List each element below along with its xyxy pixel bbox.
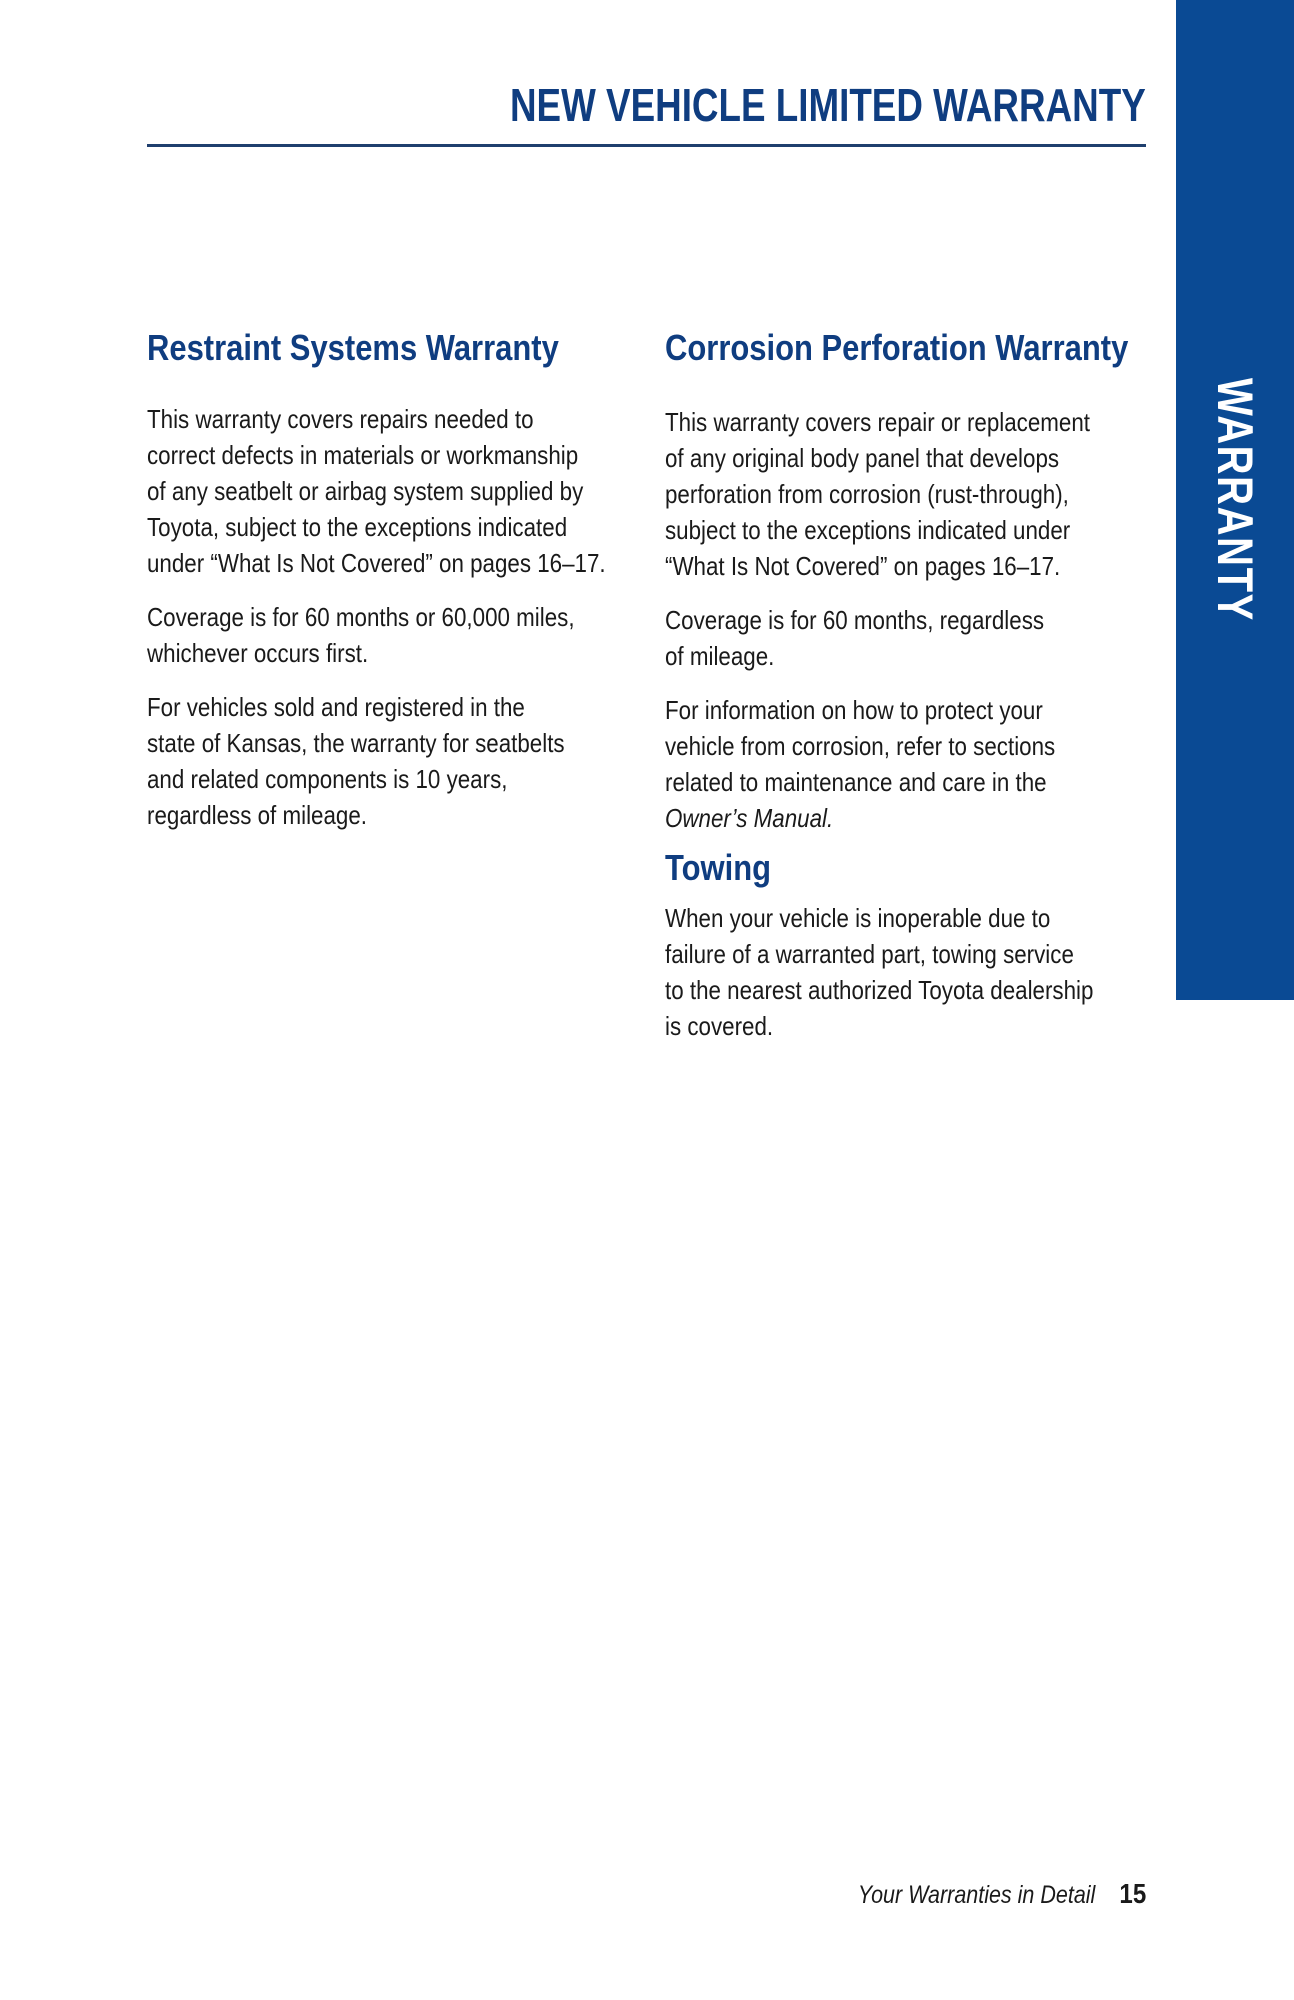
- title-divider: [147, 144, 1146, 147]
- restraint-paragraph-1: [147, 401, 606, 581]
- text-line: subject to the exceptions indicated under: [665, 515, 1071, 545]
- text-line: This warranty covers repairs needed to: [147, 404, 534, 434]
- corrosion-heading: Corrosion Perforation Warranty: [665, 327, 1129, 368]
- text-line: related to maintenance and care in the: [665, 767, 1047, 797]
- text-line: whichever occurs first.: [147, 638, 369, 668]
- page-title: NEW VEHICLE LIMITED WARRANTY: [510, 79, 1146, 131]
- text-line: Coverage is for 60 months or 60,000 miles,: [147, 602, 575, 632]
- text-line: When your vehicle is inoperable due to: [665, 903, 1051, 933]
- text-line: under “What Is Not Covered” on pages 16–17.: [147, 548, 606, 578]
- text-line: For vehicles sold and registered in the: [147, 692, 525, 722]
- text-line: Toyota, subject to the exceptions indicated: [147, 512, 568, 542]
- text-line: of any original body panel that develops: [665, 443, 1060, 473]
- text-line: state of Kansas, the warranty for seatbelts: [147, 728, 565, 758]
- text-line: of mileage.: [665, 641, 775, 671]
- text-line: correct defects in materials or workmanship: [147, 440, 579, 470]
- towing-paragraph: [665, 900, 1128, 1044]
- text-line: of any seatbelt or airbag system supplied by: [147, 476, 584, 506]
- text-line: to the nearest authorized Toyota dealership: [665, 975, 1094, 1005]
- corrosion-paragraph-2: [665, 602, 1128, 674]
- text-line: For information on how to protect your: [665, 695, 1043, 725]
- text-line: This warranty covers repair or replacement: [665, 407, 1091, 437]
- section-tab-label: WARRANTY: [1207, 378, 1263, 622]
- restraint-paragraph-3: [147, 689, 606, 833]
- text-line: “What Is Not Covered” on pages 16–17.: [665, 551, 1061, 581]
- text-line: regardless of mileage.: [147, 800, 367, 830]
- text-line: Coverage is for 60 months, regardless: [665, 605, 1045, 635]
- corrosion-paragraph-1: [665, 404, 1128, 584]
- footer-section-title: Your Warranties in Detail: [857, 1881, 1096, 1909]
- restraint-heading: Restraint Systems Warranty: [147, 327, 559, 368]
- text-line: vehicle from corrosion, refer to sections: [665, 731, 1056, 761]
- right-column: [665, 328, 1128, 1044]
- corrosion-paragraph-3: [665, 692, 1128, 836]
- text-line: perforation from corrosion (rust-through),: [665, 479, 1069, 509]
- owners-manual-reference: Owner’s Manual.: [665, 803, 834, 833]
- restraint-paragraph-2: [147, 599, 606, 671]
- text-line: and related components is 10 years,: [147, 764, 508, 794]
- text-line: is covered.: [665, 1011, 774, 1041]
- text-line: failure of a warranted part, towing service: [665, 939, 1074, 969]
- towing-heading: Towing: [665, 847, 772, 888]
- page-number: 15: [1119, 1878, 1146, 1909]
- page-footer: [858, 1878, 1146, 1910]
- left-column: [147, 328, 606, 833]
